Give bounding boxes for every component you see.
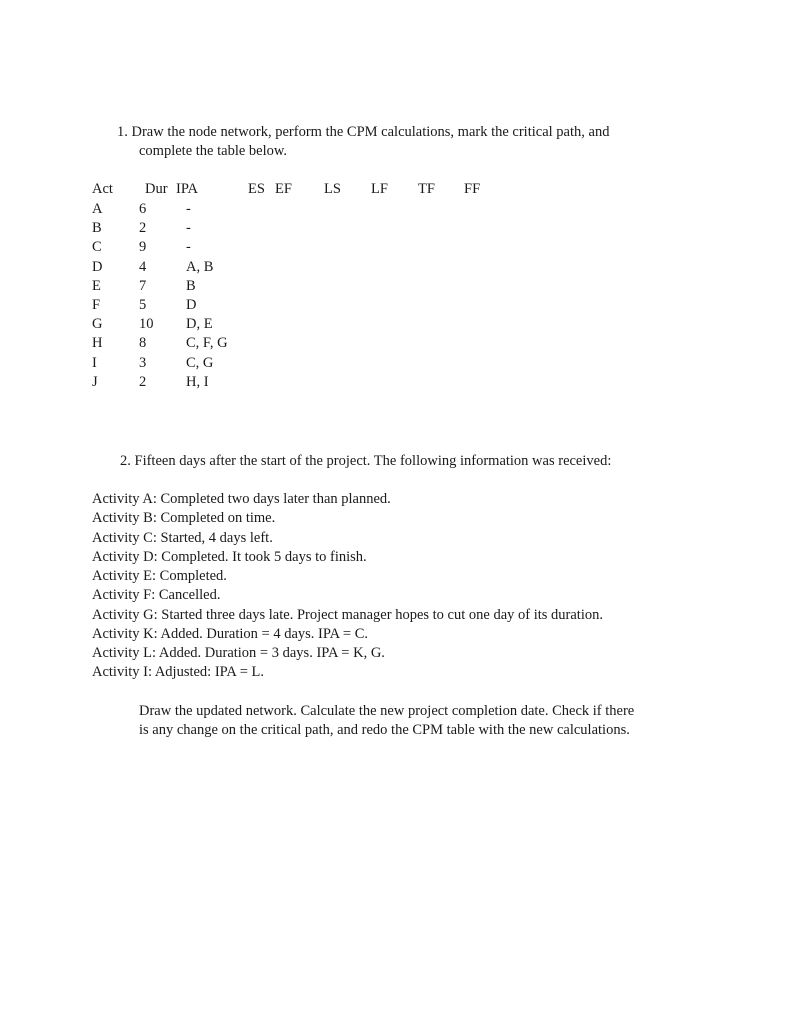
list-item: Activity D: Completed. It took 5 days to finish. (92, 549, 367, 565)
list-item: Activity A: Completed two days later than planned. (92, 491, 391, 507)
question-1-text: 1. Draw the node network, perform the CPM calculations, mark the critical path, and (117, 124, 610, 140)
cell-act: H (92, 335, 103, 351)
cell-ipa: B (186, 278, 196, 294)
header-tf: TF (418, 181, 435, 197)
list-item: Activity L: Added. Duration = 3 days. IPA = K, G. (92, 645, 385, 661)
cell-act: D (92, 259, 103, 275)
table-row (0, 356, 500, 375)
cell-dur: 4 (139, 259, 147, 275)
header-ipa: IPA (176, 181, 199, 197)
cell-dur: 10 (139, 316, 154, 332)
cell-ipa: H, I (186, 374, 209, 390)
header-dur: Dur (145, 181, 168, 197)
cell-act: G (92, 316, 103, 332)
cell-dur: 2 (139, 220, 147, 236)
cell-dur: 9 (139, 239, 147, 255)
cell-ipa: D (186, 297, 197, 313)
list-item: Activity E: Completed. (92, 568, 227, 584)
cell-act: E (92, 278, 101, 294)
question-2-instruction: Draw the updated network. Calculate the new project completion date. Check if there (139, 703, 635, 719)
question-2-intro: 2. Fifteen days after the start of the project. The following information was received: (120, 453, 612, 469)
cell-ipa: A, B (186, 259, 214, 275)
cell-dur: 2 (139, 374, 147, 390)
cell-ipa: C, F, G (186, 335, 228, 351)
header-ls: LS (324, 181, 341, 197)
header-ef: EF (275, 181, 292, 197)
list-item: Activity I: Adjusted: IPA = L. (92, 664, 264, 680)
cell-ipa: - (186, 220, 191, 236)
list-item: Activity F: Cancelled. (92, 587, 221, 603)
table-row (0, 298, 500, 317)
cell-ipa: - (186, 201, 191, 217)
table-row (0, 336, 500, 355)
question-2-instruction-continued: is any change on the critical path, and redo the CPM table with the new calculations. (139, 722, 630, 738)
table-row (0, 202, 500, 221)
table-row (0, 279, 500, 298)
table-row (0, 260, 500, 279)
header-ff: FF (464, 181, 481, 197)
table-row (0, 221, 500, 240)
list-item: Activity K: Added. Duration = 4 days. IPA = C. (92, 626, 369, 642)
header-act: Act (92, 181, 113, 197)
cell-ipa: - (186, 239, 191, 255)
table-row (0, 317, 500, 336)
cell-act: I (92, 355, 97, 371)
cell-ipa: C, G (186, 355, 214, 371)
header-es: ES (248, 181, 265, 197)
cell-dur: 7 (139, 278, 147, 294)
cell-ipa: D, E (186, 316, 213, 332)
cell-dur: 3 (139, 355, 147, 371)
question-1-text-continued: complete the table below. (139, 143, 288, 159)
table-row (0, 375, 500, 394)
cell-act: F (92, 297, 101, 313)
cell-act: B (92, 220, 102, 236)
header-lf: LF (371, 181, 388, 197)
cell-act: A (92, 201, 103, 217)
cell-dur: 8 (139, 335, 147, 351)
cell-act: J (92, 374, 98, 390)
cell-dur: 6 (139, 201, 147, 217)
cell-dur: 5 (139, 297, 147, 313)
list-item: Activity G: Started three days late. Project manager hopes to cut one day of its duration. (92, 607, 603, 623)
list-item: Activity B: Completed on time. (92, 510, 276, 526)
cell-act: C (92, 239, 102, 255)
table-row (0, 240, 500, 259)
list-item: Activity C: Started, 4 days left. (92, 530, 273, 546)
